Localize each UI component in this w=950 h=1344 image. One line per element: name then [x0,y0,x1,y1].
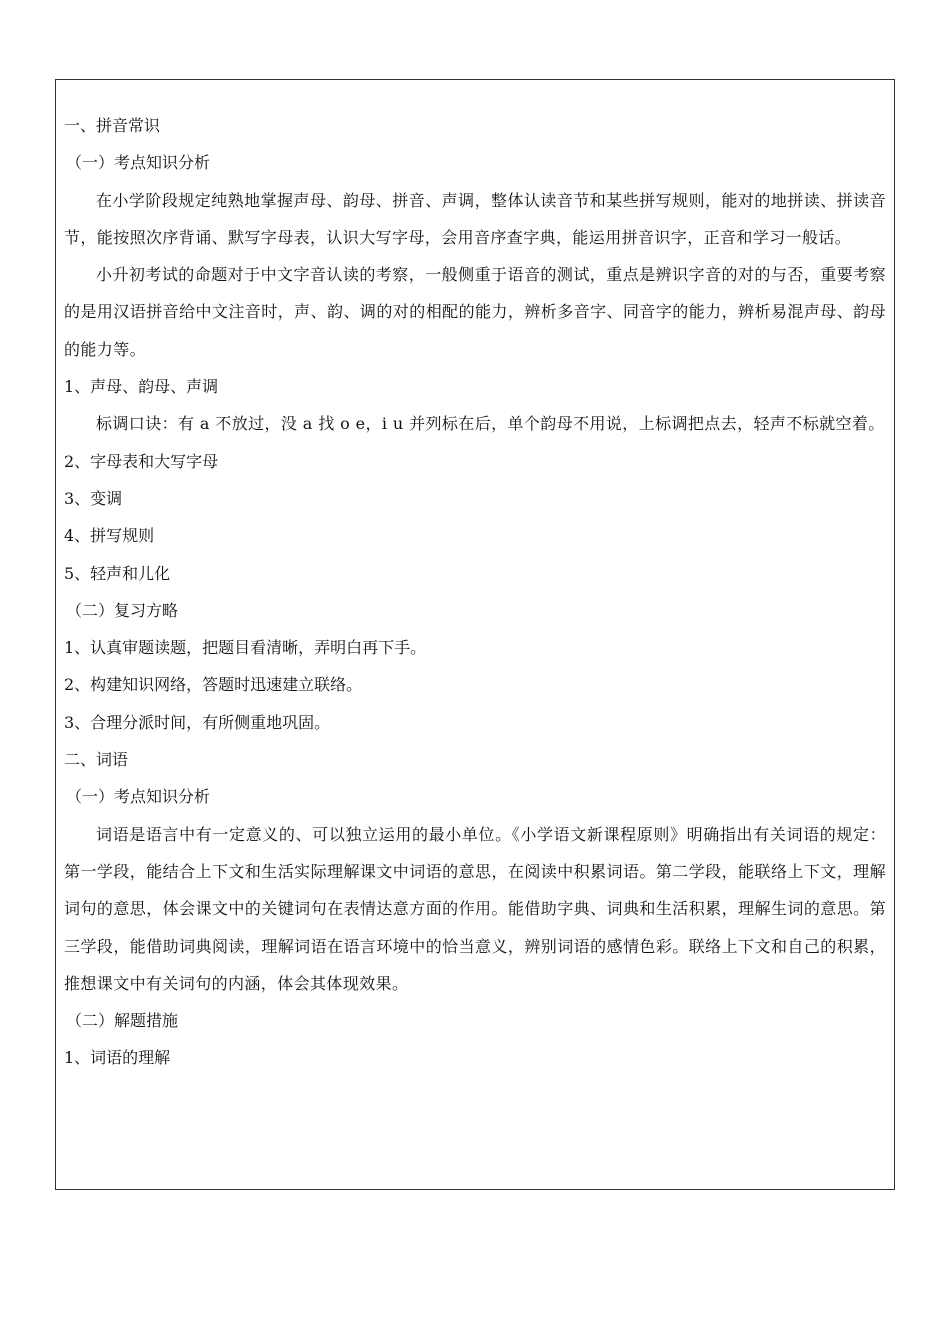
review-item-2: 2、构建知识网络，答题时迅速建立联络。 [64,675,363,695]
item-word-understanding: 1、词语的理解 [64,1048,171,1068]
item-alphabet: 2、字母表和大写字母 [64,451,219,471]
paragraph-words-definition: 词语是语言中有一定意义的、可以独立运用的最小单位。《小学语文新课程原则》明确指出有关词语的规定：第一学段，能结合上下文和生活实际理解课文中词语的意思，在阅读中积累词语。第二学段，能联络上下文，理解词句的意思，体会课文中的关键词句在表情达意方面的作用。能借助字典、词典和生活积累，理解生词的意思。第三学段，能借助词典阅读，理解词语在语言环境中的恰当意义，辨别词语的感情色彩。联络上下文和自己的积累，推想课文中有关词句的内涵，体会其体现效果。 [64,824,886,993]
paragraph-exam-focus: 小升初考试的命题对于中文字音认读的考察，一般侧重于语音的测试，重点是辨识字音的对的与否，重要考察的是用汉语拼音给中文注音时，声、韵、调的对的相配的能力，辨析多音字、同音字的能力，辨析易混声母、韵母的能力等。 [64,265,886,359]
subsection-knowledge-analysis-2: （一）考点知识分析 [66,787,211,807]
item-spelling-rules: 4、拼写规则 [64,526,155,546]
item-initials-finals-tones: 1、声母、韵母、声调 [64,377,219,397]
section-heading-pinyin: 一、拼音常识 [64,116,161,135]
item-neutral-tone: 5、轻声和儿化 [64,563,171,583]
subsection-knowledge-analysis: （一）考点知识分析 [66,153,211,173]
paragraph-pinyin-requirements: 在小学阶段规定纯熟地掌握声母、韵母、拼音、声调，整体认读音节和某些拼写规则，能对的地拼读、拼读音节，能按照次序背诵、默写字母表，认识大写字母，会用音序查字典，能运用拼音识字，正音和学习一般话。 [64,190,886,247]
item-tone-change: 3、变调 [64,488,123,508]
review-item-3: 3、合理分派时间，有所侧重地巩固。 [64,712,331,732]
document-frame [55,79,895,1190]
subsection-review-strategy: （二）复习方略 [66,600,179,620]
section-heading-words: 二、词语 [64,750,129,770]
paragraph-tone-mnemonic: 标调口诀：有 a 不放过，没 a 找 o e，i u 并列标在后，单个韵母不用说，上标调把点去，轻声不标就空着。 [96,414,885,434]
subsection-solving-methods: （二）解题措施 [66,1011,179,1031]
review-item-1: 1、认真审题读题，把题目看清晰，弄明白再下手。 [64,638,427,658]
